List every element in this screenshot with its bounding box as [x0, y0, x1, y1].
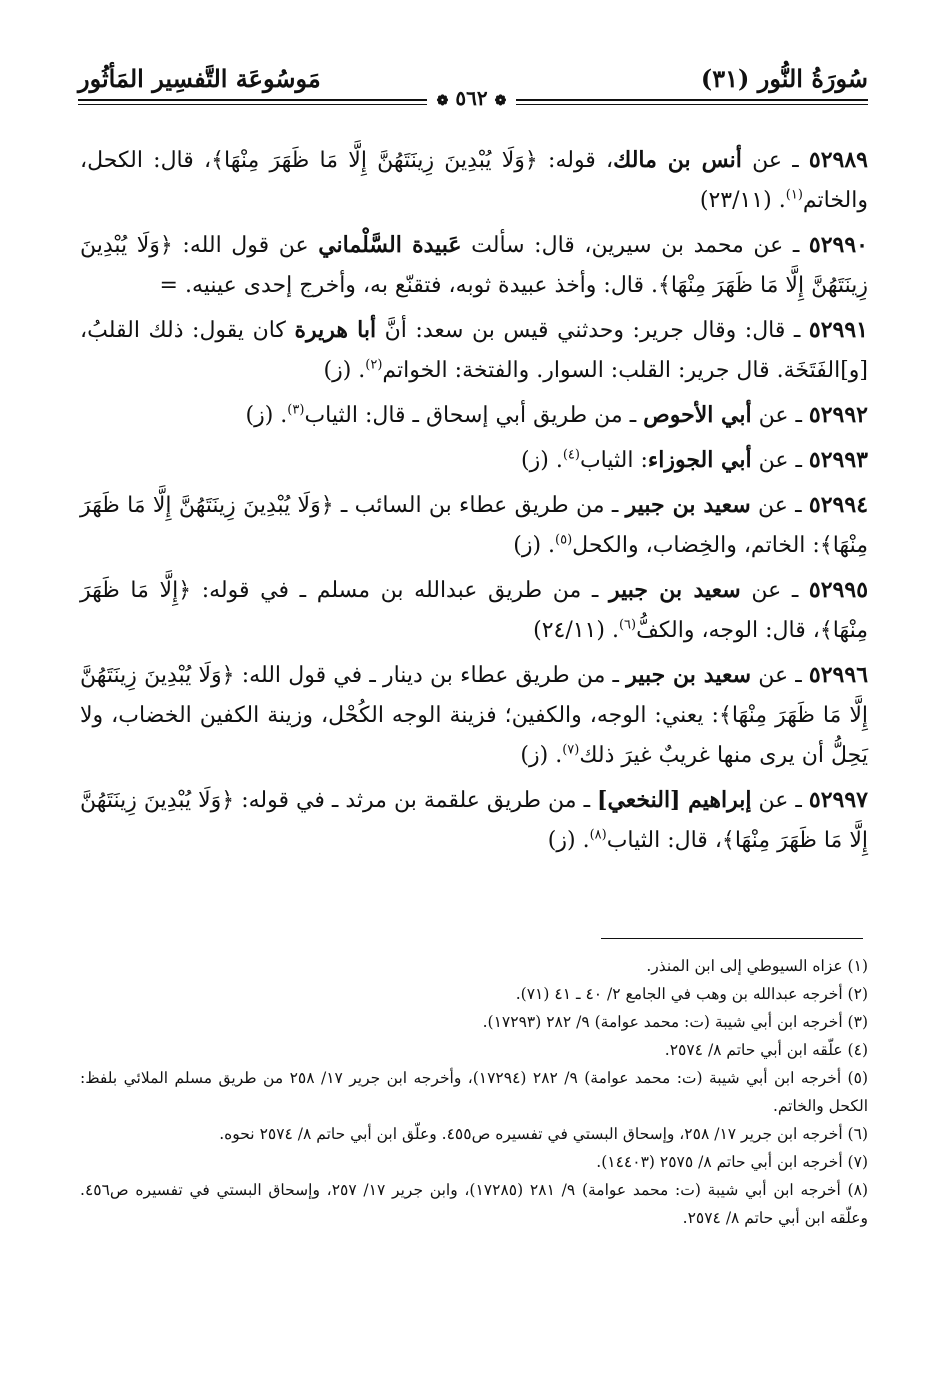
narration-entry: [80, 310, 868, 391]
narration-number: ٥٢٩٩٢: [808, 402, 868, 428]
narration-number: ٥٢٩٩١: [808, 317, 868, 343]
quran-verse: ﴿وَلَا يُبْدِينَ زِينَتَهُنَّ إِلَّا مَا ظَهَرَ مِنْهَا﴾: [80, 663, 868, 728]
narrator-name: سعيد بن جبير: [625, 492, 751, 518]
narration-number: ٥٢٩٩٤: [808, 492, 869, 518]
narration-text: ـ عن: [740, 578, 809, 603]
narrations-body: [80, 140, 868, 865]
narrator-name: سعيد بن جبير: [608, 577, 741, 603]
narration-entry: [80, 570, 868, 651]
narration-entry: [80, 440, 868, 481]
narrator-name: عَبيدة السَّلْماني: [318, 232, 462, 258]
narration-text: ـ عن محمد بن سيرين، قال: سألت: [461, 233, 809, 258]
narration-entry: [80, 485, 868, 566]
narration-text: ـ عن: [751, 788, 809, 813]
narration-text: . (٢٤/١١): [533, 618, 619, 643]
narration-text: ، قال: الوجه، والكفُّ: [636, 618, 820, 643]
narration-text: ـ من طريق عبدالله بن مسلم ـ في قوله:: [191, 578, 609, 603]
narration-text: . (ز): [520, 743, 563, 768]
narration-text: . (ز): [521, 448, 563, 473]
narration-text: ، قال: الثياب: [606, 828, 722, 853]
narration-entry: [80, 225, 868, 306]
ornament-icon: ❁: [494, 93, 507, 109]
narrator-name: إبراهيم [النخعي]: [597, 787, 752, 813]
narration-number: ٥٢٩٩٠: [808, 232, 868, 258]
narration-text: ـ قال: وقال جرير: وحدثني قيس بن سعد: أنَّ: [376, 318, 809, 343]
footnote-ref: (٥): [555, 532, 573, 548]
narration-text: ـ عن: [751, 403, 809, 428]
narration-number: ٥٢٩٩٥: [808, 577, 869, 603]
footnote: (٧) أخرجه ابن أبي حاتم ٨/ ٢٥٧٥ (١٤٤٠٣).: [596, 1153, 868, 1171]
ornament-icon: ❁: [436, 93, 449, 109]
footnote: (٨) أخرجه ابن أبي شيبة (ت: محمد عوامة) ٩/ ٢٨١ (١٧٢٨٥)، وابن جرير ١٧/ ٢٥٧، وإسحاق البستي في تفسيره ص٤٥٦. وعلّقه ابن أبي حاتم ٨/ ٢٥٧٤.: [80, 1181, 868, 1227]
quran-verse: ﴿وَلَا يُبْدِينَ زِينَتَهُنَّ إِلَّا مَا ظَهَرَ مِنْهَا﴾: [80, 788, 868, 853]
narration-text: . (ز): [323, 358, 366, 383]
narration-text: كان يقول: ذلك القلبُ، [و]الفَتَخَة. قال جرير: القلب: السوار. والفتخة: الخواتم: [80, 318, 868, 383]
narration-text: ، قال: الكحل، والخاتم: [80, 148, 868, 213]
footnote-ref: (٤): [562, 447, 580, 463]
narration-entry: [80, 655, 868, 776]
narration-text: : الثياب: [579, 448, 648, 473]
narration-text: . (ز): [513, 533, 556, 558]
narration-text: . (ز): [245, 403, 288, 428]
footnote: (١) عزاه السيوطي إلى ابن المنذر.: [646, 957, 868, 975]
quran-verse: ﴿وَلَا يُبْدِينَ زِينَتَهُنَّ إِلَّا مَا ظَهَرَ مِنْهَا﴾: [211, 148, 538, 173]
narration-text: . قال: وأخذ عبيدة ثوبه، فتقنّع به، وأخرج إحدى عينيه. =: [159, 273, 659, 298]
narrator-name: أبي الأحوص: [643, 402, 752, 428]
footnote-ref: (١): [785, 187, 803, 203]
narration-text: : الخاتم، والخِضاب، والكحل: [572, 533, 820, 558]
narration-text: ـ عن: [750, 493, 809, 518]
narration-text: ـ عن: [751, 663, 809, 688]
narration-number: ٥٢٩٩٧: [808, 787, 868, 813]
footnote-ref: (٢): [365, 357, 383, 373]
narration-text: ـ من طريق علقمة بن مرثد ـ في قوله:: [234, 788, 598, 813]
footnote: (٦) أخرجه ابن جرير ١٧/ ٢٥٨، وإسحاق البستي في تفسيره ص٤٥٥. وعلّق ابن أبي حاتم ٨/ ٢٥٧٤ نحوه.: [219, 1125, 868, 1143]
narration-text: ـ عن: [751, 448, 809, 473]
page-number-frame: [427, 86, 517, 110]
surah-title: سُورَةُ النُّور (٣١): [700, 64, 868, 93]
narrator-name: أبا هريرة: [294, 317, 377, 343]
quran-verse: ﴿إِلَّا مَا ظَهَرَ مِنْهَا﴾: [80, 578, 868, 643]
narration-entry: [80, 140, 868, 221]
narration-text: ـ من طريق عطاء بن السائب ـ: [333, 493, 626, 518]
narration-text: ، قوله:: [537, 148, 614, 173]
footnote-divider: [601, 938, 863, 939]
narration-entry: [80, 780, 868, 861]
narration-text: ـ عن: [741, 148, 809, 173]
footnote: (٥) أخرجه ابن أبي شيبة (ت: محمد عوامة) ٩/ ٢٨٢ (١٧٢٩٤)، وأخرجه ابن جرير ١٧/ ٢٥٨ من طريق مسلم الملائي بلفظ: الكحل والخاتم.: [80, 1069, 868, 1115]
quran-verse: ﴿وَلَا يُبْدِينَ زِينَتَهُنَّ إِلَّا مَا ظَهَرَ مِنْهَا﴾: [80, 493, 868, 558]
narration-entry: [80, 395, 868, 436]
page-number-block: [0, 86, 943, 110]
footnote: (٤) علّقه ابن أبي حاتم ٨/ ٢٥٧٤.: [664, 1041, 868, 1059]
footnote-ref: (٧): [562, 742, 580, 758]
narrator-name: أبي الجوزاء: [647, 447, 752, 473]
footnote-ref: (٣): [287, 402, 305, 418]
footnote: (٣) أخرجه ابن أبي شيبة (ت: محمد عوامة) ٩/ ٢٨٢ (١٧٢٩٣).: [482, 1013, 868, 1031]
narration-text: . (ز): [547, 828, 590, 853]
narration-number: ٥٢٩٩٦: [808, 662, 869, 688]
footnote-ref: (٦): [618, 617, 637, 633]
book-title: مَوسُوعَة التَّفسِير المَأثُور: [78, 64, 321, 93]
narration-text: عن قول الله:: [172, 233, 319, 258]
footnotes: [80, 952, 868, 1232]
narration-text: ـ من طريق أبي إسحاق ـ قال: الثياب: [304, 403, 644, 428]
narrator-name: أنس بن مالك: [613, 147, 742, 173]
narrator-name: سعيد بن جبير: [626, 662, 752, 688]
footnote-ref: (٨): [589, 827, 607, 843]
page-number: ٥٦٢: [455, 86, 488, 110]
narration-text: ـ من طريق عطاء بن دينار ـ في قول الله:: [234, 663, 627, 688]
footnote: (٢) أخرجه عبدالله بن وهب في الجامع ٢/ ٤٠ ـ ٤١ (٧١).: [515, 985, 868, 1003]
narration-text: . (٢٣/١١): [699, 188, 786, 213]
quran-verse: ﴿وَلَا يُبْدِينَ زِينَتَهُنَّ إِلَّا مَا ظَهَرَ مِنْهَا﴾: [80, 233, 868, 298]
narration-number: ٥٢٩٨٩: [808, 147, 868, 173]
narration-text: : يعني: الوجه، والكفين؛ فزينة الوجه الكُحْل، وزينة الكفين الخضاب، ولا يَحِلُّ أن يرى منها غريبٌ غيرَ ذلك: [80, 703, 868, 768]
narration-number: ٥٢٩٩٣: [808, 447, 868, 473]
